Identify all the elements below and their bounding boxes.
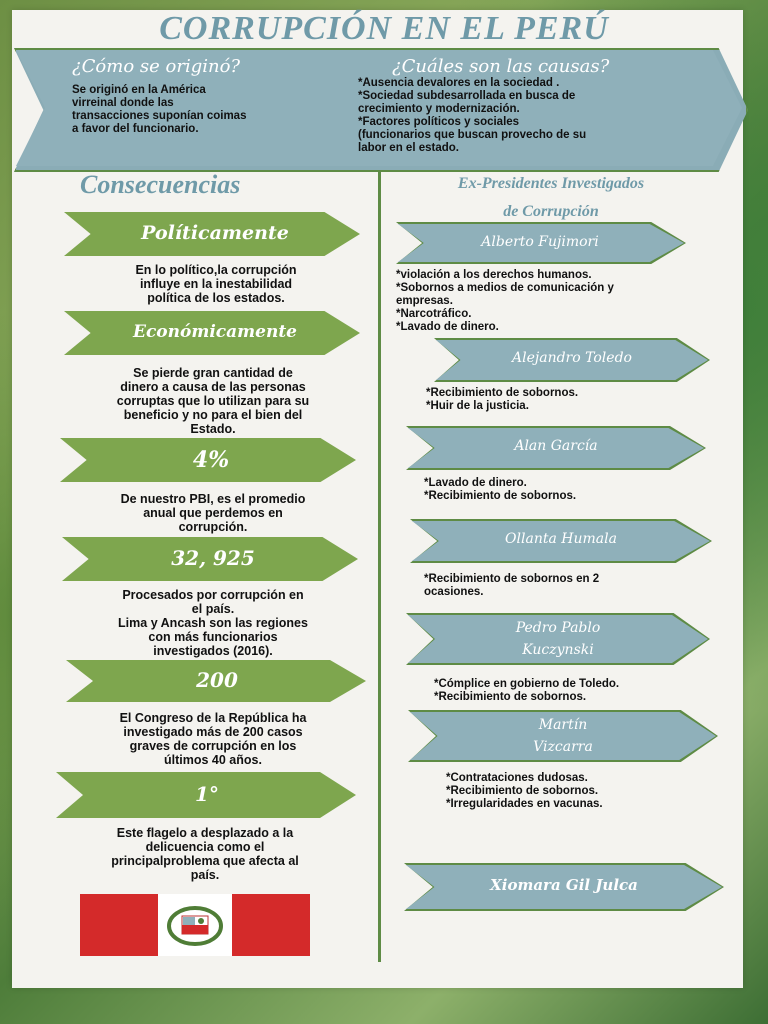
origin-heading: ¿Cómo se originó?: [72, 56, 241, 77]
consequence-label: Económicamente: [133, 322, 297, 342]
consequence-text: En lo político,la corrupción influye en la inestabilidad política de los estados.: [135, 263, 297, 305]
president-name: Alan García: [514, 438, 598, 454]
column-divider: [378, 172, 381, 962]
president-name: Alberto Fujimori: [481, 234, 599, 250]
consequence-text: El Congreso de la República ha investigado más de 200 casos graves de corrupción en los últimos 40 años.: [119, 711, 307, 767]
president-text: *Contrataciones dudosas. *Recibimiento de sobornos. *Irregularidades en vacunas.: [446, 772, 603, 810]
consequence-label: Políticamente: [141, 222, 289, 244]
consequence-text: Se pierde gran cantidad de dinero a causa de las personas corruptas que lo utilizan para su beneficio y no para el bien del Estado.: [116, 366, 310, 436]
causes-heading: ¿Cuáles son las causas?: [392, 56, 610, 77]
president-name: Alejandro Toledo: [512, 350, 632, 366]
presidents-heading: Ex-Presidentes Investigados de Corrupción: [457, 175, 645, 220]
origin-text: Se originó en la América virreinal donde las transacciones suponían coimas a favor del funcionario.: [72, 84, 247, 135]
president-text: *Recibimiento de sobornos en 2 ocasiones.: [424, 573, 600, 598]
consequence-text: De nuestro PBI, es el promedio anual que perdemos en corrupción.: [120, 492, 306, 534]
president-name: Ollanta Humala: [505, 531, 617, 547]
president-text: *Cómplice en gobierno de Toledo. *Recibimiento de sobornos.: [434, 678, 620, 703]
consequence-label: 1°: [195, 782, 219, 806]
consequence-label: 32, 925: [171, 546, 255, 570]
page-title: CORRUPCIÓN EN EL PERÚ: [159, 10, 609, 47]
president-text: *Recibimiento de sobornos. *Huir de la justicia.: [426, 387, 579, 412]
consequence-label: 4%: [192, 447, 230, 473]
consequence-label: 200: [196, 668, 238, 692]
consequence-text: Este flagelo a desplazado a la delicuencia como el principalproblema que afecta al país.: [111, 826, 299, 882]
causes-text: *Ausencia devalores en la sociedad . *Sociedad subdesarrollada en busca de crecimiento y modernización. *Factores políticos y sociales (funcionarios que buscan provecho de su labor en el estado.: [358, 77, 587, 154]
peru-flag: [80, 894, 310, 956]
president-text: *Lavado de dinero. *Recibimiento de sobornos.: [424, 477, 577, 502]
president-name: Xiomara Gil Julca: [490, 876, 638, 894]
consequences-heading: Consecuencias: [80, 170, 241, 199]
president-name: Martín Vizcarra: [533, 717, 593, 755]
president-text: *violación a los derechos humanos. *Sobornos a medios de comunicación y empresas. *Narcotráfico. *Lavado de dinero.: [396, 269, 614, 333]
coat-of-arms-icon: [80, 894, 310, 956]
president-name: Pedro Pablo Kuczynski: [515, 620, 601, 658]
consequence-text: Procesados por corrupción en el país. Lima y Ancash son las regiones con más funcionarios investigados (2016).: [118, 588, 308, 658]
